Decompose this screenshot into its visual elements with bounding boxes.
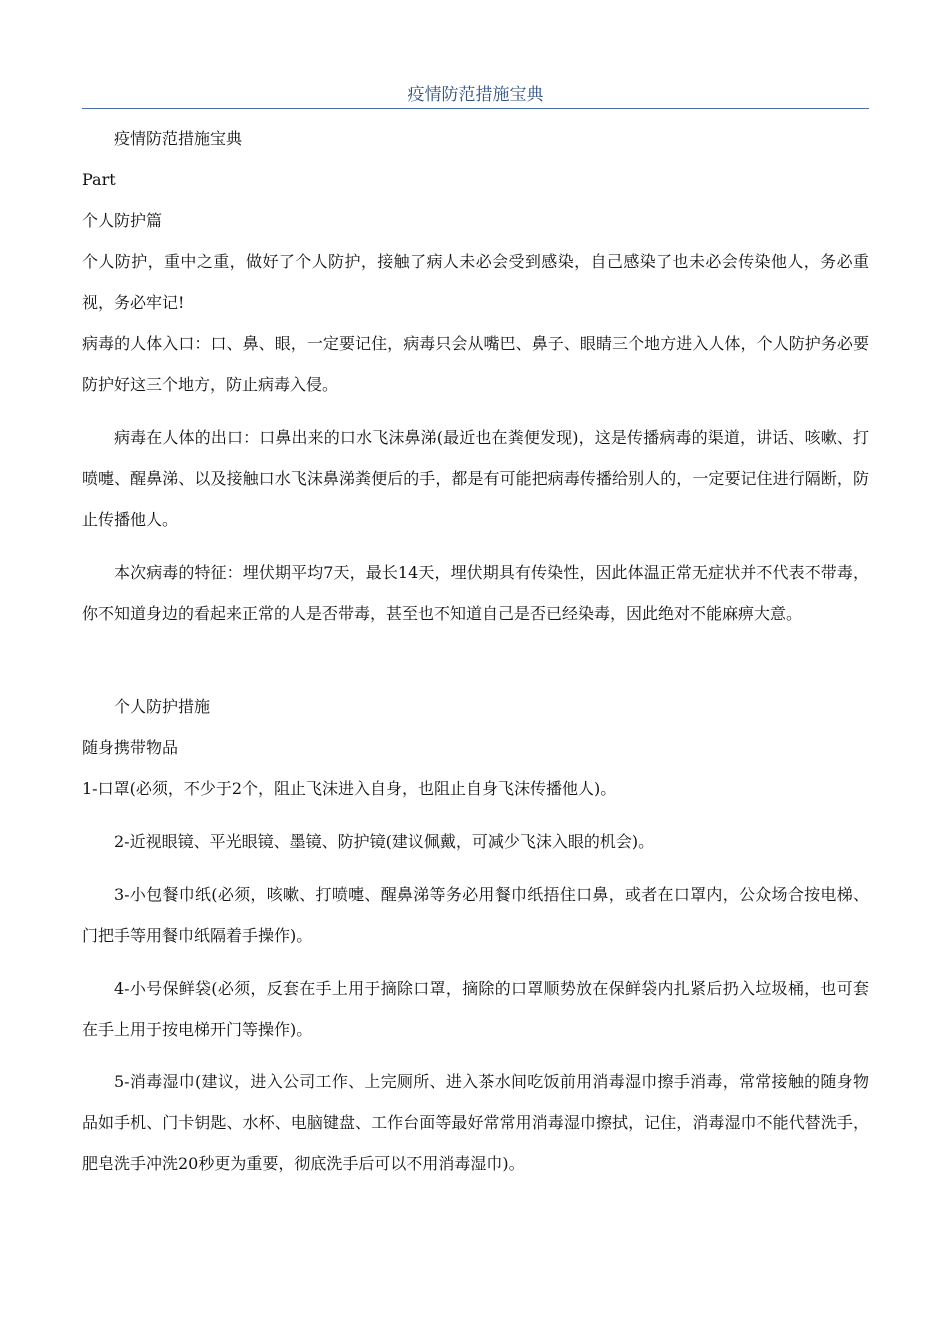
list-item-tissues: 3-小包餐巾纸(必须，咳嗽、打喷嚏、醒鼻涕等务必用餐巾纸捂住口鼻，或者在口罩内，公众场合按电梯、门把手等用餐巾纸隔着手操作)。	[82, 885, 869, 945]
section-heading-personal-protection: 个人防护篇	[82, 211, 163, 230]
part-label: Part	[82, 170, 116, 189]
header-divider	[82, 108, 869, 109]
list-item-mask: 1-口罩(必须，不少于2个，阻止飞沫进入自身，也阻止自身飞沫传播他人)。	[82, 779, 617, 798]
section-heading-measures: 个人防护措施	[114, 697, 211, 716]
paragraph-virus-entry: 病毒的人体入口：口、鼻、眼，一定要记住，病毒只会从嘴巴、鼻子、眼睛三个地方进入人体，个人防护务必要防护好这三个地方，防止病毒入侵。	[82, 334, 869, 394]
list-item-plastic-bag: 4-小号保鲜袋(必须，反套在手上用于摘除口罩，摘除的口罩顺势放在保鲜袋内扎紧后扔入垃圾桶，也可套在手上用于按电梯开门等操作)。	[82, 979, 869, 1039]
section-heading-carry-items: 随身携带物品	[82, 738, 179, 757]
header-title: 疫情防范措施宝典	[407, 85, 544, 105]
list-item-wipes: 5-消毒湿巾(建议，进入公司工作、上完厕所、进入茶水间吃饭前用消毒湿巾擦手消毒，常常接触的随身物品如手机、门卡钥匙、水杯、电脑键盘、工作台面等最好常常用消毒湿巾擦拭，记住，消毒湿巾不能代替洗手，肥皂洗手冲洗20秒更为重要，彻底洗手后可以不用消毒湿巾)。	[82, 1072, 869, 1173]
list-item-glasses: 2-近视眼镜、平光眼镜、墨镜、防护镜(建议佩戴，可减少飞沫入眼的机会)。	[114, 832, 655, 851]
doc-title-paragraph: 疫情防范措施宝典	[114, 129, 243, 148]
paragraph-virus-exit: 病毒在人体的出口：口鼻出来的口水飞沫鼻涕(最近也在粪便发现)，这是传播病毒的渠道，讲话、咳嗽、打喷嚏、醒鼻涕、以及接触口水飞沫鼻涕粪便后的手，都是有可能把病毒传播给别人的，一定要记住进行隔断，防止传播他人。	[82, 428, 869, 529]
paragraph-intro: 个人防护，重中之重，做好了个人防护，接触了病人未必会受到感染，自己感染了也未必会传染他人，务必重视，务必牢记!	[82, 252, 869, 312]
paragraph-virus-features: 本次病毒的特征：埋伏期平均7天，最长14天，埋伏期具有传染性，因此体温正常无症状并不代表不带毒，你不知道身边的看起来正常的人是否带毒，甚至也不知道自己是否已经染毒，因此绝对不能麻痹大意。	[82, 563, 869, 623]
